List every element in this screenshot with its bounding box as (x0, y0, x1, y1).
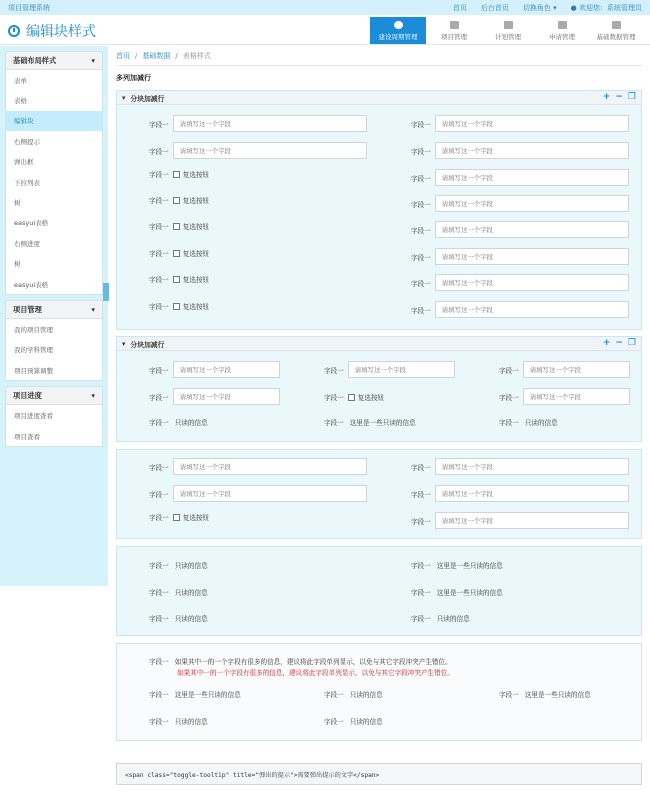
sidebar-item[interactable]: 下拉列表 (14, 178, 40, 187)
code-sample: <span class="toggle-tooltip" title="弹出的提示">需要弹出提示的文字</span> (116, 763, 642, 785)
nav-label: 计划管理 (495, 32, 521, 41)
panel-tools (603, 93, 636, 102)
main-content (116, 46, 642, 83)
checkbox-box (173, 223, 180, 230)
form-row (149, 361, 280, 378)
caret-down-icon: ▾ (91, 391, 95, 401)
form-row (149, 115, 367, 132)
readonly-value: 这里是一些只读的信息 (349, 419, 416, 427)
form-row (149, 560, 208, 570)
readonly-value: 只读的信息 (436, 615, 470, 623)
panel-title: 分块加减行 (130, 340, 165, 349)
field-label: 字段一 (149, 691, 169, 699)
checkbox[interactable] (173, 512, 209, 522)
field-label: 字段一 (324, 691, 344, 699)
copy-icon[interactable]: ❐ (627, 92, 636, 102)
form-row (324, 716, 383, 726)
breadcrumb-separator: / (135, 51, 138, 60)
field-label: 字段一 (149, 171, 169, 179)
top-bar (0, 0, 650, 15)
panel-header (117, 91, 641, 105)
form-row (411, 512, 629, 529)
checkbox-box (173, 171, 180, 178)
readonly-value: 只读的信息 (349, 718, 383, 726)
form-row (411, 301, 629, 318)
checkbox-box (173, 197, 180, 204)
field-label: 字段一 (149, 615, 169, 623)
field-label: 字段一 (411, 306, 431, 315)
copy-icon[interactable]: ❐ (627, 338, 636, 348)
form-row (149, 169, 209, 179)
field-label: 字段一 (149, 490, 169, 499)
checkbox-box (348, 394, 355, 401)
checkbox-box (173, 250, 180, 257)
add-row-icon[interactable]: + (602, 92, 611, 102)
checkbox[interactable] (173, 195, 209, 205)
breadcrumb-home[interactable]: 首页 (116, 51, 130, 60)
welcome-text: 欢迎您：系统管理员 (579, 3, 642, 12)
field-label: 字段一 (149, 393, 169, 402)
checkbox[interactable] (173, 248, 209, 258)
form-row (149, 274, 209, 284)
field-label: 字段一 (411, 517, 431, 526)
checkbox-label: 复选按钮 (182, 250, 210, 258)
sidebar-item[interactable]: 树 (14, 199, 21, 208)
form-row (411, 248, 629, 265)
system-name: 项目管理系统 (8, 3, 50, 12)
form-row (149, 512, 209, 522)
form-row (411, 221, 629, 238)
panel-5 (116, 643, 642, 741)
readonly-value: 只读的信息 (174, 589, 208, 597)
sidebar-item[interactable]: 我的项目管理 (14, 325, 53, 334)
breadcrumb-current: 表格样式 (182, 51, 211, 60)
sidebar-group-title: 基础布局样式 (13, 55, 57, 65)
sidebar-item[interactable]: 弹出框 (14, 158, 34, 167)
remove-row-icon[interactable]: − (615, 338, 623, 348)
pencil-icon (558, 21, 567, 29)
text-input[interactable] (435, 169, 629, 186)
form-row (411, 169, 629, 186)
sidebar-item[interactable]: 我的学科管理 (14, 346, 53, 355)
checkbox-box (173, 303, 180, 310)
nav-cycle-management[interactable] (370, 17, 426, 44)
field-label: 字段一 (411, 226, 431, 235)
panel-header (117, 337, 641, 351)
text-input[interactable] (435, 195, 629, 212)
form-row (149, 195, 209, 205)
breadcrumb (116, 46, 642, 66)
form-row (324, 392, 384, 402)
text-input[interactable] (435, 485, 629, 502)
nav-label: 项目管理 (441, 32, 467, 41)
field-label: 字段一 (411, 147, 431, 156)
form-row (324, 417, 416, 427)
readonly-value: 只读的信息 (174, 562, 208, 570)
panel-title: 分块加减行 (130, 94, 165, 103)
form-row (411, 274, 629, 291)
form-row (411, 142, 629, 159)
sidebar-item[interactable]: 表单 (14, 76, 27, 85)
form-row (411, 458, 629, 475)
readonly-value: 如果其中一的一个字段有很多的信息，建议将此字段单列显示，以免与其它字段冲突产生错位。 (177, 669, 454, 677)
form-row (149, 221, 209, 231)
readonly-value: 只读的信息 (524, 419, 558, 427)
sidebar-collapse-handle[interactable] (103, 283, 109, 301)
panel-3 (116, 449, 642, 539)
checkbox-label: 复选按钮 (182, 514, 210, 522)
page-header (0, 15, 650, 45)
text-input[interactable] (523, 361, 630, 378)
remove-row-icon[interactable]: − (615, 92, 623, 102)
text-input[interactable] (523, 388, 630, 405)
checkbox-label: 复选按钮 (182, 276, 210, 284)
field-label: 字段一 (149, 250, 169, 258)
database-icon (612, 21, 621, 29)
text-input[interactable] (173, 361, 280, 378)
field-label: 字段一 (324, 366, 344, 375)
readonly-value: 只读的信息 (349, 691, 383, 699)
nav-apply-management[interactable] (536, 17, 588, 44)
checkbox-label: 复选按钮 (357, 394, 385, 402)
form-row (499, 417, 558, 427)
nav-plan-management[interactable] (482, 17, 534, 44)
sidebar-item[interactable]: 右侧进度 (14, 239, 40, 248)
sidebar (0, 46, 108, 586)
readonly-value: 只读的信息 (174, 419, 208, 427)
form-row (149, 613, 208, 623)
page-title-block (8, 21, 96, 41)
checkbox[interactable] (173, 274, 209, 284)
field-label: 字段一 (324, 394, 344, 402)
sidebar-item-active[interactable]: 编辑块 (6, 111, 102, 131)
form-row (149, 417, 208, 427)
text-input[interactable] (435, 512, 629, 529)
field-label: 字段一 (149, 514, 169, 522)
field-label: 字段一 (149, 223, 169, 231)
sidebar-group-project (5, 300, 103, 381)
checkbox-label: 复选按钮 (182, 223, 210, 231)
field-label: 字段一 (149, 120, 169, 129)
readonly-value: 只读的信息 (174, 615, 208, 623)
sidebar-item[interactable]: 树 (14, 260, 21, 269)
caret-down-icon: ▾ (91, 56, 95, 65)
form-row (149, 458, 367, 475)
checkbox-box (173, 514, 180, 521)
caret-down-icon[interactable]: ▾ (122, 93, 126, 102)
checkbox[interactable] (348, 392, 384, 402)
field-label: 字段一 (411, 562, 431, 570)
field-label: 字段一 (411, 615, 431, 623)
checkbox-label: 复选按钮 (182, 171, 210, 179)
field-label: 字段一 (149, 589, 169, 597)
text-input[interactable] (173, 388, 280, 405)
checkbox[interactable] (173, 169, 209, 179)
field-label: 字段一 (499, 691, 519, 699)
field-label: 字段一 (411, 253, 431, 262)
field-label: 字段一 (499, 366, 519, 375)
form-row (324, 361, 455, 378)
sidebar-item[interactable]: 项目预算调整 (14, 366, 53, 375)
switch-role-dropdown[interactable] (523, 3, 557, 13)
field-label: 字段一 (324, 718, 344, 726)
field-label: 字段一 (149, 562, 169, 570)
text-input[interactable] (435, 301, 629, 318)
form-row (411, 195, 629, 212)
text-input[interactable] (173, 115, 367, 132)
readonly-value: 这里是一些只读的信息 (174, 691, 241, 699)
field-label: 字段一 (149, 366, 169, 375)
form-row (149, 587, 208, 597)
text-input[interactable] (435, 221, 629, 238)
form-row (149, 689, 241, 699)
readonly-value: 这里是一些只读的信息 (436, 562, 503, 570)
panel-1 (116, 90, 642, 330)
sidebar-group-header[interactable] (6, 387, 102, 405)
form-row (149, 716, 208, 726)
folder-icon (450, 21, 459, 29)
nav-label: 申请管理 (549, 32, 575, 41)
sidebar-item[interactable]: 项目进度查看 (14, 412, 53, 421)
breadcrumb-basic-data[interactable]: 基础数据 (142, 51, 171, 60)
sidebar-item[interactable]: 项目查看 (14, 432, 40, 441)
nav-label: 建设周期管理 (378, 32, 418, 41)
form-row (411, 587, 503, 597)
form-row (411, 613, 470, 623)
section-title: 多列加减行 (116, 74, 151, 82)
nav-label: 基础数据管理 (596, 32, 636, 41)
sidebar-group-title: 项目进度 (13, 390, 42, 400)
field-label: 字段一 (149, 658, 169, 666)
checkbox[interactable] (173, 301, 209, 311)
text-input[interactable] (435, 142, 629, 159)
nav-project-management[interactable] (428, 17, 480, 44)
document-icon (504, 21, 513, 29)
form-row (411, 115, 629, 132)
add-row-icon[interactable]: + (602, 338, 611, 348)
switch-role-label: 切换角色 (522, 3, 551, 12)
field-label: 字段一 (411, 463, 431, 472)
form-row (149, 248, 209, 258)
form-row (499, 361, 630, 378)
panel-4 (116, 546, 642, 636)
breadcrumb-separator: / (175, 51, 178, 60)
checkbox[interactable] (173, 221, 209, 231)
form-row (411, 485, 629, 502)
form-row (149, 485, 367, 502)
welcome-user[interactable] (571, 3, 642, 13)
sidebar-item[interactable]: easyui表格 (14, 219, 49, 228)
nav-basic-data[interactable] (590, 17, 642, 44)
form-row (324, 689, 383, 699)
text-input[interactable] (435, 274, 629, 291)
field-label: 字段一 (149, 147, 169, 156)
text-input[interactable] (348, 361, 455, 378)
user-icon: ● (570, 3, 577, 12)
page-title: 编辑块样式 (26, 24, 96, 40)
main-nav (370, 17, 642, 44)
sidebar-group-layout (5, 51, 103, 295)
field-label: 字段一 (411, 490, 431, 499)
sidebar-group-title: 项目管理 (13, 304, 42, 314)
field-label: 字段一 (411, 200, 431, 209)
home-link[interactable]: 首页 (452, 3, 467, 12)
text-input[interactable] (435, 115, 629, 132)
field-label: 字段一 (149, 276, 169, 284)
sidebar-item[interactable]: 右侧提示 (14, 137, 40, 146)
readonly-value: 这里是一些只读的信息 (524, 691, 591, 699)
field-label: 字段一 (411, 120, 431, 129)
top-links (453, 3, 642, 13)
clock-icon (8, 25, 20, 37)
form-row (177, 667, 454, 677)
form-row (149, 301, 209, 311)
text-input[interactable] (435, 248, 629, 265)
field-label: 字段一 (149, 463, 169, 472)
panel-2 (116, 336, 642, 442)
field-label: 字段一 (324, 419, 344, 427)
sidebar-group-progress (5, 386, 103, 447)
text-input[interactable] (173, 142, 367, 159)
field-label: 字段一 (149, 197, 169, 205)
field-label: 字段一 (499, 393, 519, 402)
field-label: 字段一 (149, 303, 169, 311)
checkbox-label: 复选按钮 (182, 197, 210, 205)
sidebar-group-header[interactable] (6, 301, 102, 319)
form-row (499, 689, 591, 699)
field-label: 字段一 (411, 279, 431, 288)
caret-down-icon: ▾ (553, 3, 557, 12)
form-row (149, 656, 452, 666)
form-row (411, 560, 503, 570)
clock-nav-icon (394, 21, 403, 29)
sidebar-item[interactable]: easyui表格 (14, 280, 49, 289)
text-input[interactable] (173, 485, 367, 502)
caret-down-icon: ▾ (91, 305, 95, 315)
form-row (149, 388, 280, 405)
backend-home-link[interactable]: 后台首页 (480, 3, 509, 12)
checkbox-label: 复选按钮 (182, 303, 210, 311)
field-label: 字段一 (411, 589, 431, 597)
checkbox-box (173, 276, 180, 283)
field-label: 字段一 (411, 174, 431, 183)
field-label: 字段一 (149, 419, 169, 427)
sidebar-group-header[interactable] (6, 52, 102, 70)
text-input[interactable] (435, 458, 629, 475)
readonly-value: 只读的信息 (174, 718, 208, 726)
caret-down-icon[interactable]: ▾ (122, 339, 126, 348)
panel-tools (603, 339, 636, 348)
field-label: 字段一 (149, 718, 169, 726)
readonly-value: 如果其中一的一个字段有很多的信息，建议将此字段单列显示，以免与其它字段冲突产生错位。 (174, 658, 452, 666)
readonly-value: 这里是一些只读的信息 (436, 589, 503, 597)
field-label: 字段一 (499, 419, 519, 427)
form-row (499, 388, 630, 405)
form-row (149, 142, 367, 159)
sidebar-item[interactable]: 表格 (14, 97, 27, 106)
text-input[interactable] (173, 458, 367, 475)
